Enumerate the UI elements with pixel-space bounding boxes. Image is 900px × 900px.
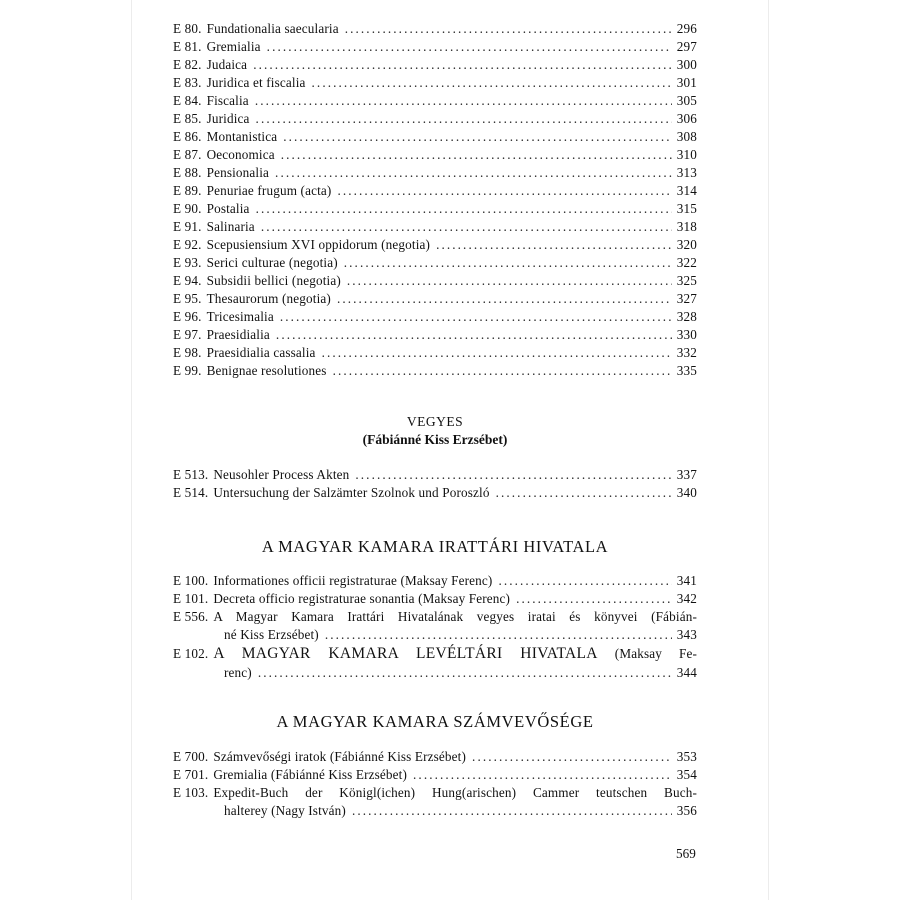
- toc-entry: [173, 128, 697, 146]
- entry-page: 301: [676, 75, 697, 90]
- toc-entry: [173, 74, 697, 92]
- entry-title: Serici culturae (negotia): [206, 255, 338, 270]
- dot-leader: [261, 218, 672, 236]
- dot-leader: [498, 572, 672, 590]
- toc-list-szamvevoseg: [173, 748, 697, 820]
- section-author-vegyes: (Fábiánné Kiss Erzsébet): [362, 432, 508, 447]
- dot-leader: [436, 236, 672, 254]
- toc-list-irattari: [173, 572, 697, 682]
- entry-code: E 84.: [173, 93, 202, 108]
- dot-leader: [337, 290, 672, 308]
- entry-title-line2: halterey (Nagy István): [224, 803, 346, 818]
- entry-code: E 97.: [173, 327, 202, 342]
- dot-leader: [322, 344, 672, 362]
- entry-title: Juridica: [206, 111, 250, 126]
- toc-entry: [173, 236, 697, 254]
- entry-code: E 88.: [173, 165, 202, 180]
- entry-title: Subsidii bellici (negotia): [206, 273, 341, 288]
- entry-page: 315: [676, 201, 697, 216]
- entry-title: Decreta officio registraturae sonantia (Maksay Ferenc): [213, 591, 511, 606]
- entry-title: Untersuchung der Salzämter Szolnok und Poroszló: [213, 485, 490, 500]
- toc-entry: [173, 218, 697, 236]
- toc-entry: [173, 290, 697, 308]
- dot-leader: [253, 56, 672, 74]
- entry-code: E 80.: [173, 21, 202, 36]
- dot-leader: [496, 484, 672, 502]
- toc-entry: [173, 92, 697, 110]
- toc-entry: [173, 20, 697, 38]
- entry-page: 327: [676, 291, 697, 306]
- dot-leader: [337, 182, 672, 200]
- toc-entry: [173, 164, 697, 182]
- entry-code: E 513.: [173, 467, 209, 482]
- entry-page: 337: [676, 467, 697, 482]
- entry-page: 328: [676, 309, 697, 324]
- toc-entry: [173, 254, 697, 272]
- toc-entry: [173, 56, 697, 74]
- toc-entry: [173, 766, 697, 784]
- entry-page: 318: [676, 219, 697, 234]
- dot-leader: [413, 766, 672, 784]
- entry-title: Benignae resolutiones: [206, 363, 327, 378]
- toc-entry: [173, 590, 697, 608]
- entry-title: Gremialia: [206, 39, 261, 54]
- toc-entry-continuation: [173, 664, 697, 682]
- entry-title-caps: A MAGYAR KAMARA LEVÉLTÁRI HIVATALA: [213, 645, 598, 662]
- entry-page: 300: [676, 57, 697, 72]
- entry-code: E 95.: [173, 291, 202, 306]
- entry-page: 308: [676, 129, 697, 144]
- entry-title: Juridica et fiscalia: [206, 75, 306, 90]
- dot-leader: [255, 92, 672, 110]
- toc-entry: [173, 572, 697, 590]
- entry-title: Számvevőségi iratok (Fábiánné Kiss Erzsébet): [213, 749, 467, 764]
- toc-entry: [173, 784, 697, 802]
- dot-leader: [352, 802, 672, 820]
- toc-entry-continuation: [173, 626, 697, 644]
- entry-page: 332: [676, 345, 697, 360]
- entry-page: 297: [676, 39, 697, 54]
- entry-title: Praesidialia: [206, 327, 270, 342]
- entry-title: Fiscalia: [206, 93, 249, 108]
- entry-page: 330: [676, 327, 697, 342]
- toc-entry: [173, 608, 697, 626]
- entry-page: 314: [676, 183, 697, 198]
- entry-title-line1: A Magyar Kamara Irattári Hivatalának vegyes iratai és könyvei (Fábián-: [213, 609, 697, 624]
- entry-code: E 87.: [173, 147, 202, 162]
- entry-title-line2: né Kiss Erzsébet): [224, 627, 319, 642]
- entry-title: Scepusiensium XVI oppidorum (negotia): [206, 237, 431, 252]
- dot-leader: [267, 38, 672, 56]
- toc-list-vegyes: [173, 466, 697, 502]
- entry-page: 320: [676, 237, 697, 252]
- entry-title: Informationes officii registraturae (Maksay Ferenc): [213, 573, 493, 588]
- entry-code: E 86.: [173, 129, 202, 144]
- toc-entry: [173, 344, 697, 362]
- dot-leader: [472, 748, 672, 766]
- entry-code: E 514.: [173, 485, 209, 500]
- entry-title-line2: renc): [224, 665, 252, 680]
- entry-code: E 81.: [173, 39, 202, 54]
- toc-entry: [173, 182, 697, 200]
- toc-list-series-e: [173, 20, 697, 380]
- section-heading-irattari: A MAGYAR KAMARA IRATTÁRI HIVATALA: [261, 537, 609, 556]
- entry-page: 356: [676, 803, 697, 818]
- dot-leader: [281, 146, 672, 164]
- toc-entry: [173, 272, 697, 290]
- toc-entry: [173, 326, 697, 344]
- dot-leader: [347, 272, 672, 290]
- entry-code: E 98.: [173, 345, 202, 360]
- entry-code: E 92.: [173, 237, 202, 252]
- entry-page: 296: [676, 21, 697, 36]
- entry-code: E 556.: [173, 609, 209, 624]
- entry-page: 306: [676, 111, 697, 126]
- dot-leader: [276, 326, 672, 344]
- entry-code: E 83.: [173, 75, 202, 90]
- toc-entry: [173, 308, 697, 326]
- entry-page: 325: [676, 273, 697, 288]
- dot-leader: [283, 128, 672, 146]
- entry-code: E 99.: [173, 363, 202, 378]
- entry-page: 343: [676, 627, 697, 642]
- toc-entry: [173, 200, 697, 218]
- dot-leader: [258, 664, 672, 682]
- entry-code: E 100.: [173, 573, 209, 588]
- section-heading-szamvevoseg: A MAGYAR KAMARA SZÁMVEVŐSÉGE: [276, 712, 594, 731]
- entry-code: E 91.: [173, 219, 202, 234]
- entry-title: Montanistica: [206, 129, 278, 144]
- toc-entry: [173, 146, 697, 164]
- entry-page: 322: [676, 255, 697, 270]
- entry-code: E 700.: [173, 749, 209, 764]
- entry-title: Fundationalia saecularia: [206, 21, 339, 36]
- entry-code: E 96.: [173, 309, 202, 324]
- dot-leader: [516, 590, 672, 608]
- entry-title: Neusohler Process Akten: [213, 467, 350, 482]
- entry-code: E 701.: [173, 767, 209, 782]
- entry-code: E 93.: [173, 255, 202, 270]
- entry-code: E 94.: [173, 273, 202, 288]
- entry-code: E 85.: [173, 111, 202, 126]
- entry-page: 305: [676, 93, 697, 108]
- entry-page: 344: [676, 665, 697, 680]
- entry-title: Postalia: [206, 201, 250, 216]
- dot-leader: [325, 626, 672, 644]
- dot-leader: [280, 308, 672, 326]
- entry-page: 354: [676, 767, 697, 782]
- dot-leader: [344, 254, 672, 272]
- dot-leader: [333, 362, 672, 380]
- entry-title: Thesaurorum (negotia): [206, 291, 331, 306]
- page-number: 569: [676, 846, 696, 861]
- toc-entry: [173, 38, 697, 56]
- dot-leader: [256, 110, 672, 128]
- section-heading-vegyes: VEGYES: [406, 414, 464, 429]
- entry-code: E 82.: [173, 57, 202, 72]
- entry-code: E 101.: [173, 591, 209, 606]
- entry-page: 340: [676, 485, 697, 500]
- entry-title-line1: [213, 644, 697, 664]
- entry-code: E 103.: [173, 785, 209, 800]
- entry-title-rest: (Maksay Fe-: [614, 646, 698, 661]
- entry-title-line1: Expedit-Buch der Königl(ichen) Hung(arischen) Cammer teutschen Buch-: [213, 785, 697, 800]
- entry-title: Gremialia (Fábiánné Kiss Erzsébet): [213, 767, 408, 782]
- toc-entry: [173, 484, 697, 502]
- toc-entry-continuation: [173, 802, 697, 820]
- entry-title: Oeconomica: [206, 147, 275, 162]
- entry-code: E 102.: [173, 646, 209, 661]
- dot-leader: [312, 74, 672, 92]
- entry-title: Tricesimalia: [206, 309, 274, 324]
- entry-page: 335: [676, 363, 697, 378]
- toc-entry: [173, 466, 697, 484]
- toc-entry: [173, 748, 697, 766]
- toc-entry: [173, 362, 697, 380]
- dot-leader: [256, 200, 672, 218]
- entry-code: E 90.: [173, 201, 202, 216]
- dot-leader: [275, 164, 672, 182]
- entry-code: E 89.: [173, 183, 202, 198]
- entry-page: 313: [676, 165, 697, 180]
- entry-title: Salinaria: [206, 219, 255, 234]
- dot-leader: [355, 466, 672, 484]
- entry-page: 310: [676, 147, 697, 162]
- entry-page: 342: [676, 591, 697, 606]
- entry-title: Pensionalia: [206, 165, 270, 180]
- entry-page: 341: [676, 573, 697, 588]
- entry-title: Praesidialia cassalia: [206, 345, 316, 360]
- entry-page: 353: [676, 749, 697, 764]
- toc-entry: [173, 110, 697, 128]
- entry-title: Judaica: [206, 57, 248, 72]
- toc-entry: [173, 644, 697, 664]
- entry-title: Penuriae frugum (acta): [206, 183, 332, 198]
- dot-leader: [345, 20, 672, 38]
